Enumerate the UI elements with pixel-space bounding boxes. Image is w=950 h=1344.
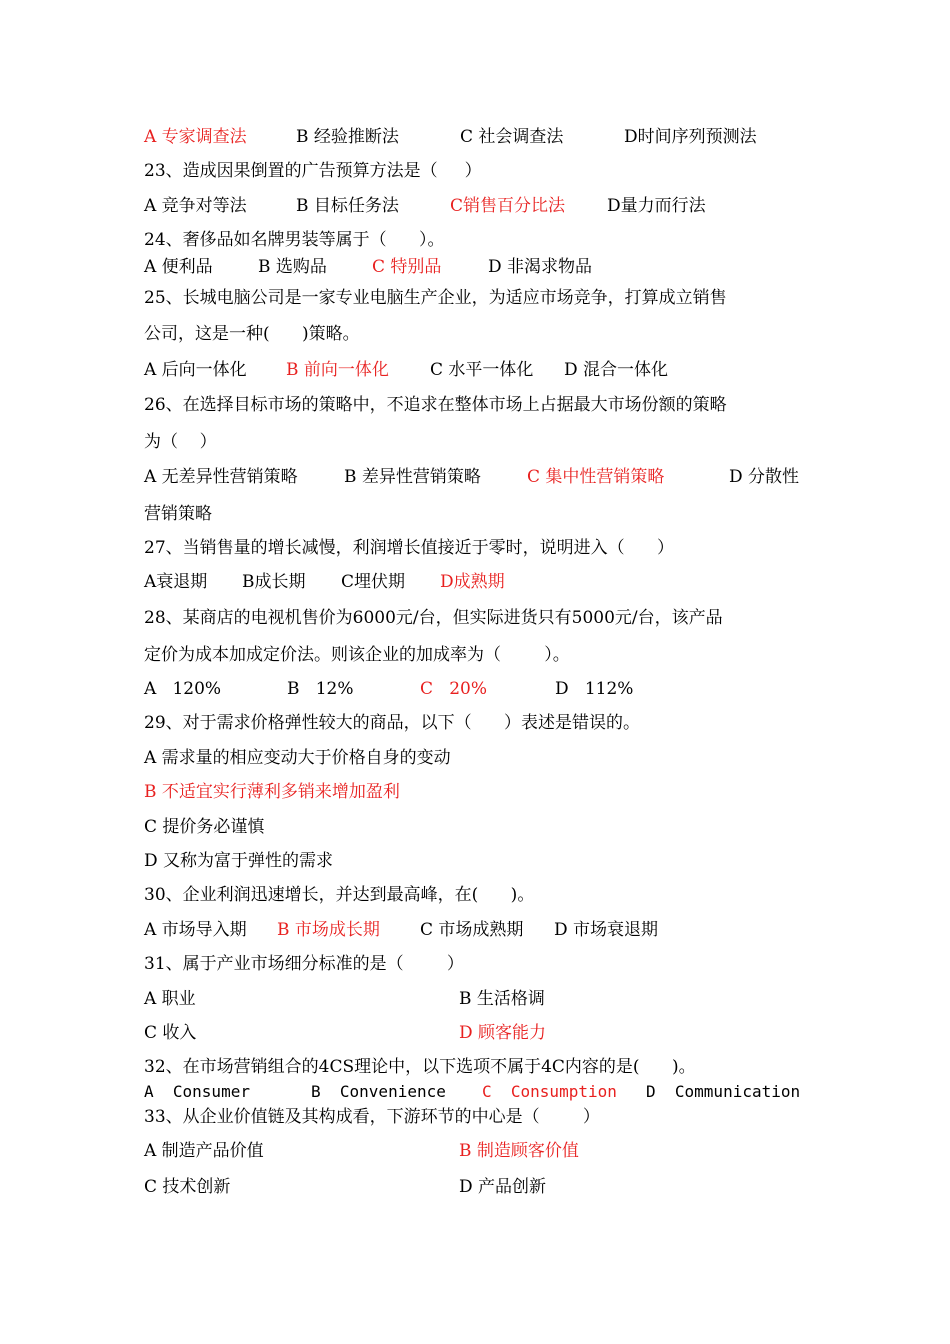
answer-option: C 市场成熟期 [420,920,524,940]
correct-answer-option: A 专家调查法 [144,127,247,147]
answer-option: D时间序列预测法 [624,127,757,147]
question-line: 33、从企业价值链及其构成看，下游环节的中心是（ ） [144,1107,600,1127]
answer-option: D量力而行法 [607,196,706,216]
answer-option: B成长期 [242,572,306,592]
answer-option: D 分散性 [729,467,800,487]
question-line: 24、奢侈品如名牌男装等属于（ ）。 [144,230,445,250]
answer-option: C 提价务必谨慎 [144,817,265,837]
question-line: 29、对于需求价格弹性较大的商品，以下（ ）表述是错误的。 [144,713,641,733]
answer-option: D 混合一体化 [564,360,669,380]
answer-option: C埋伏期 [341,572,406,592]
correct-answer-option: C 特别品 [372,257,442,277]
question-line: 26、在选择目标市场的策略中，不追求在整体市场上占据最大市场份额的策略 [144,395,727,415]
correct-answer-option: B 不适宜实行薄利多销来增加盈利 [144,782,400,802]
correct-answer-option: B 市场成长期 [277,920,380,940]
correct-answer-option: C销售百分比法 [450,196,566,216]
correct-answer-option: C 20% [420,679,488,699]
correct-answer-option: D 顾客能力 [459,1023,547,1043]
answer-option: A 职业 [144,989,196,1009]
answer-option: A 竞争对等法 [144,196,247,216]
question-line: 28、某商店的电视机售价为6000元/台，但实际进货只有5000元/台，该产品 [144,608,723,628]
answer-option: A 需求量的相应变动大于价格自身的变动 [144,748,451,768]
answer-option: B 差异性营销策略 [344,467,481,487]
correct-answer-option: B 前向一体化 [286,360,389,380]
question-line: 27、当销售量的增长减慢，利润增长值接近于零时，说明进入（ ） [144,538,675,558]
answer-option: A 市场导入期 [144,920,247,940]
correct-answer-option: B 制造顾客价值 [459,1141,579,1161]
answer-option: B 目标任务法 [296,196,399,216]
answer-option: D Communication [646,1082,801,1101]
question-line: 32、在市场营销组合的4CS理论中，以下选项不属于4C内容的是( )。 [144,1057,696,1077]
answer-option: D 产品创新 [459,1177,547,1197]
question-line: 31、属于产业市场细分标准的是（ ） [144,954,464,974]
answer-option: D 非渴求物品 [488,257,593,277]
answer-option: A Consumer [144,1082,250,1101]
answer-option: A 便利品 [144,257,213,277]
answer-option: A 后向一体化 [144,360,247,380]
question-line: 为（ ） [144,432,217,452]
answer-option: A 无差异性营销策略 [144,467,298,487]
answer-option: C 水平一体化 [430,360,534,380]
answer-option: B 生活格调 [459,989,545,1009]
question-line: 营销策略 [144,504,212,524]
answer-option: B 选购品 [258,257,327,277]
answer-option: D 又称为富于弹性的需求 [144,851,334,871]
answer-option: A 制造产品价值 [144,1141,264,1161]
answer-option: D 市场衰退期 [554,920,659,940]
correct-answer-option: D成熟期 [440,572,505,592]
answer-option: B 12% [287,679,354,699]
answer-option: B 经验推断法 [296,127,399,147]
question-line: 23、造成因果倒置的广告预算方法是（ ） [144,161,482,181]
correct-answer-option: C Consumption [482,1082,617,1101]
question-line: 25、长城电脑公司是一家专业电脑生产企业，为适应市场竞争，打算成立销售 [144,288,727,308]
correct-answer-option: C 集中性营销策略 [527,467,665,487]
question-line: 公司，这是一种( )策略。 [144,324,360,344]
answer-option: A衰退期 [144,572,208,592]
question-line: 30、企业利润迅速增长，并达到最高峰，在( )。 [144,885,535,905]
answer-option: D 112% [555,679,634,699]
answer-option: C 社会调查法 [460,127,564,147]
answer-option: B Convenience [311,1082,446,1101]
answer-option: C 收入 [144,1023,197,1043]
answer-option: C 技术创新 [144,1177,231,1197]
answer-option: A 120% [144,679,222,699]
question-line: 定价为成本加成定价法。则该企业的加成率为（ ）。 [144,645,570,665]
